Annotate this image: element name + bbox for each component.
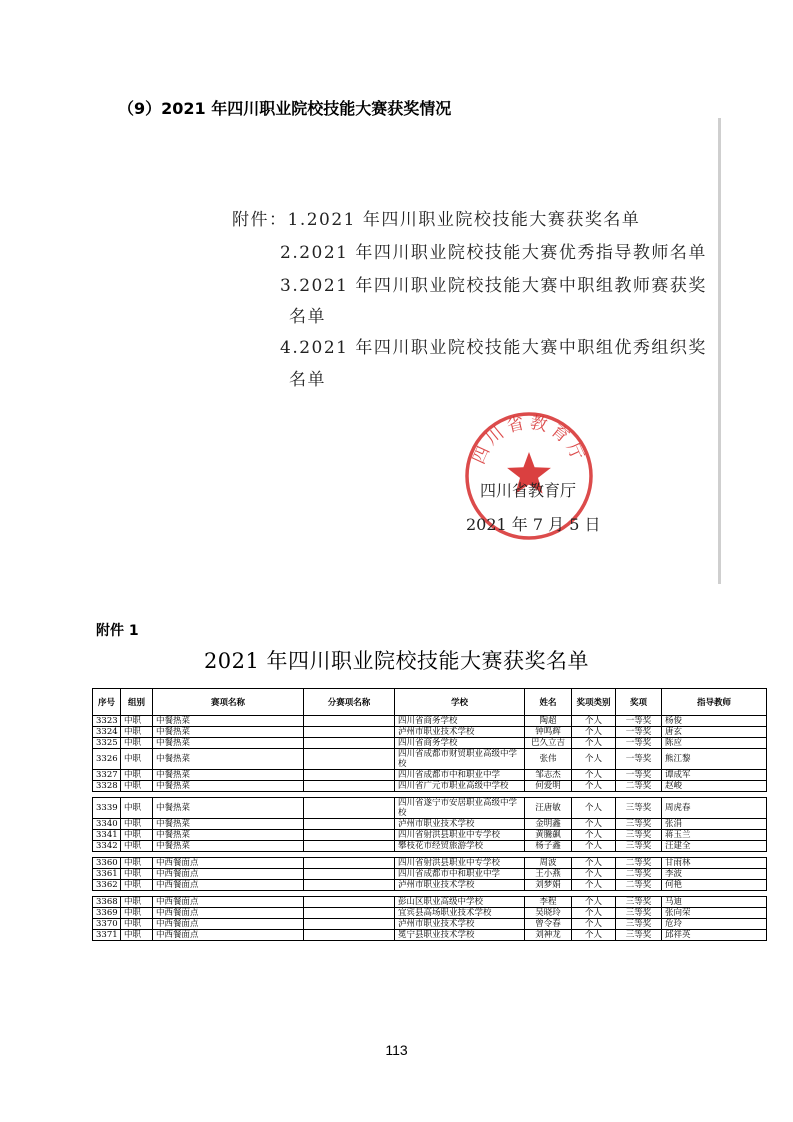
- table-cell: 中职: [121, 930, 153, 941]
- attachment-line-3: 3.2021 年四川职业院校技能大赛中职组教师赛获奖: [280, 276, 707, 296]
- table-cell: 泸州市职业技术学校: [395, 919, 525, 930]
- table-cell: 三等奖: [616, 830, 662, 841]
- table-cell: 刘神龙: [525, 930, 572, 941]
- attachment-label: 附件 1: [96, 623, 139, 639]
- table-cell: 中职: [121, 858, 153, 869]
- table-cell: 彭山区职业高级中学校: [395, 897, 525, 908]
- table-cell: 张伟: [525, 749, 572, 770]
- table-row: [93, 897, 767, 908]
- table-cell: 3342: [93, 841, 121, 852]
- table-cell: 3323: [93, 716, 121, 727]
- table-cell: 中职: [121, 919, 153, 930]
- header-award-type: 奖项类别: [572, 689, 616, 716]
- table-cell: 吴晓玲: [525, 908, 572, 919]
- table-cell: 中餐热菜: [153, 738, 304, 749]
- table-cell: 3339: [93, 798, 121, 819]
- table-cell: 中职: [121, 869, 153, 880]
- table-cell: [304, 770, 395, 781]
- table-cell: 一等奖: [616, 738, 662, 749]
- table-cell: 3361: [93, 869, 121, 880]
- table-row: [93, 880, 767, 891]
- table-cell: 个人: [572, 919, 616, 930]
- table-cell: 三等奖: [616, 819, 662, 830]
- table-cell: 个人: [572, 908, 616, 919]
- table-row: [93, 770, 767, 781]
- table-cell: 中西餐面点: [153, 869, 304, 880]
- table-cell: 3341: [93, 830, 121, 841]
- table-cell: 汪唐敏: [525, 798, 572, 819]
- table-cell: 个人: [572, 738, 616, 749]
- awards-table: [92, 688, 767, 941]
- table-row: [93, 830, 767, 841]
- table-cell: 中职: [121, 770, 153, 781]
- table-cell: 中西餐面点: [153, 897, 304, 908]
- table-cell: 中餐热菜: [153, 841, 304, 852]
- header-award: 奖项: [616, 689, 662, 716]
- table-cell: 中西餐面点: [153, 880, 304, 891]
- table-cell: 泸州市职业技术学校: [395, 819, 525, 830]
- table-cell: 中职: [121, 830, 153, 841]
- table-cell: [304, 897, 395, 908]
- table-cell: 中职: [121, 897, 153, 908]
- table-row: [93, 798, 767, 819]
- table-cell: 个人: [572, 930, 616, 941]
- table-cell: 中职: [121, 908, 153, 919]
- table-cell: 3328: [93, 781, 121, 792]
- table-row: [93, 919, 767, 930]
- table-cell: 一等奖: [616, 727, 662, 738]
- table-cell: 甘雨林: [662, 858, 767, 869]
- table-cell: 个人: [572, 749, 616, 770]
- table-cell: 个人: [572, 727, 616, 738]
- table-cell: [304, 841, 395, 852]
- table-cell: 中职: [121, 738, 153, 749]
- list-title: 2021 年四川职业院校技能大赛获奖名单: [203, 649, 590, 673]
- header-group: 组别: [121, 689, 153, 716]
- table-cell: [304, 869, 395, 880]
- table-cell: 中餐热菜: [153, 798, 304, 819]
- table-cell: 张向荣: [662, 908, 767, 919]
- table-header-row: [93, 689, 767, 716]
- page-number: 113: [385, 1042, 408, 1058]
- table-cell: 中餐热菜: [153, 770, 304, 781]
- table-cell: 中职: [121, 781, 153, 792]
- table-cell: 周虎春: [662, 798, 767, 819]
- table-cell: 刘梦娟: [525, 880, 572, 891]
- table-row: [93, 749, 767, 770]
- header-event: 赛项名称: [153, 689, 304, 716]
- table-cell: [304, 919, 395, 930]
- table-cell: 3362: [93, 880, 121, 891]
- table-cell: 二等奖: [616, 880, 662, 891]
- table-cell: 中餐热菜: [153, 727, 304, 738]
- table-cell: 一等奖: [616, 770, 662, 781]
- table-cell: 二等奖: [616, 858, 662, 869]
- table-cell: 赵峻: [662, 781, 767, 792]
- table-row: [93, 908, 767, 919]
- table-cell: 四川省射洪县职业中专学校: [395, 830, 525, 841]
- table-cell: 中餐热菜: [153, 830, 304, 841]
- attachment-line-1: 附件：1.2021 年四川职业院校技能大赛获奖名单: [232, 210, 641, 230]
- table-cell: 邱祥英: [662, 930, 767, 941]
- table-cell: 四川省射洪县职业中专学校: [395, 858, 525, 869]
- header-teacher: 指导教师: [662, 689, 767, 716]
- header-school: 学校: [395, 689, 525, 716]
- table-cell: 中职: [121, 727, 153, 738]
- table-cell: 中职: [121, 749, 153, 770]
- table-cell: 泸州市职业技术学校: [395, 880, 525, 891]
- table-cell: 三等奖: [616, 930, 662, 941]
- table-cell: 四川省遂宁市安居职业高级中学校: [395, 798, 525, 819]
- header-name: 姓名: [525, 689, 572, 716]
- table-cell: 四川省成都市中和职业中学: [395, 770, 525, 781]
- table-cell: 三等奖: [616, 919, 662, 930]
- table-cell: 中餐热菜: [153, 819, 304, 830]
- table-cell: 中职: [121, 880, 153, 891]
- table-cell: 3368: [93, 897, 121, 908]
- table-cell: 四川省广元市职业高级中学校: [395, 781, 525, 792]
- table-cell: 金明鑫: [525, 819, 572, 830]
- table-cell: 中职: [121, 819, 153, 830]
- table-cell: 李波: [662, 869, 767, 880]
- table-cell: 3324: [93, 727, 121, 738]
- table-cell: 中餐热菜: [153, 781, 304, 792]
- table-cell: 3325: [93, 738, 121, 749]
- table-row: [93, 781, 767, 792]
- table-cell: 黄騰飙: [525, 830, 572, 841]
- table-cell: 曾令春: [525, 919, 572, 930]
- table-cell: 个人: [572, 841, 616, 852]
- table-cell: 三等奖: [616, 908, 662, 919]
- table-cell: 周波: [525, 858, 572, 869]
- table-cell: 个人: [572, 880, 616, 891]
- issuer-name: 四川省教育厅: [480, 481, 577, 500]
- table-cell: 张涓: [662, 819, 767, 830]
- awards-table-body: [93, 716, 767, 941]
- table-cell: [304, 727, 395, 738]
- table-cell: 巴久立吉: [525, 738, 572, 749]
- table-cell: 陈应: [662, 738, 767, 749]
- table-cell: [304, 798, 395, 819]
- table-cell: 二等奖: [616, 869, 662, 880]
- letter-frame-edge: [718, 118, 721, 584]
- table-cell: 中职: [121, 716, 153, 727]
- table-cell: 何艳: [662, 880, 767, 891]
- header-seq: 序号: [93, 689, 121, 716]
- table-cell: 中职: [121, 798, 153, 819]
- table-cell: 三等奖: [616, 897, 662, 908]
- table-cell: 个人: [572, 798, 616, 819]
- table-cell: 四川省成都市中和职业中学: [395, 869, 525, 880]
- table-cell: 杨俊: [662, 716, 767, 727]
- attachment-line-4: 4.2021 年四川职业院校技能大赛中职组优秀组织奖: [280, 338, 707, 358]
- table-row: [93, 716, 767, 727]
- table-cell: 谭成军: [662, 770, 767, 781]
- table-cell: 王小燕: [525, 869, 572, 880]
- table-cell: 邹志杰: [525, 770, 572, 781]
- table-cell: 蒋玉兰: [662, 830, 767, 841]
- header-sub-event: 分赛项名称: [304, 689, 395, 716]
- table-cell: 3326: [93, 749, 121, 770]
- table-cell: [304, 738, 395, 749]
- table-cell: 中餐热菜: [153, 716, 304, 727]
- table-cell: 个人: [572, 770, 616, 781]
- table-cell: 3340: [93, 819, 121, 830]
- table-cell: 中西餐面点: [153, 919, 304, 930]
- table-cell: [304, 749, 395, 770]
- table-cell: [304, 830, 395, 841]
- table-cell: 3371: [93, 930, 121, 941]
- attachment-line-3-cont: 名单: [289, 307, 326, 327]
- table-cell: 攀枝花市经贸旅游学校: [395, 841, 525, 852]
- table-row: [93, 738, 767, 749]
- table-cell: 四川省商务学校: [395, 738, 525, 749]
- table-cell: 杨子鑫: [525, 841, 572, 852]
- table-cell: 3360: [93, 858, 121, 869]
- table-row: [93, 819, 767, 830]
- table-cell: 中西餐面点: [153, 908, 304, 919]
- table-cell: [304, 930, 395, 941]
- table-cell: 危玲: [662, 919, 767, 930]
- attachment-line-2: 2.2021 年四川职业院校技能大赛优秀指导教师名单: [280, 243, 707, 263]
- table-cell: 马迪: [662, 897, 767, 908]
- table-cell: 个人: [572, 716, 616, 727]
- table-cell: 3370: [93, 919, 121, 930]
- table-row: [93, 841, 767, 852]
- table-cell: 陶超: [525, 716, 572, 727]
- table-cell: 中职: [121, 841, 153, 852]
- table-row: [93, 727, 767, 738]
- table-cell: 中西餐面点: [153, 858, 304, 869]
- table-cell: 3369: [93, 908, 121, 919]
- seal-ring-text: 四川省教育厅: [469, 412, 589, 468]
- table-row: [93, 858, 767, 869]
- table-cell: 四川省商务学校: [395, 716, 525, 727]
- table-cell: 一等奖: [616, 716, 662, 727]
- table-cell: 熊江黎: [662, 749, 767, 770]
- table-cell: 个人: [572, 897, 616, 908]
- table-cell: 四川省成都市财贸职业高级中学校: [395, 749, 525, 770]
- table-cell: 三等奖: [616, 841, 662, 852]
- table-row: [93, 869, 767, 880]
- table-cell: 个人: [572, 830, 616, 841]
- table-cell: 中餐热菜: [153, 749, 304, 770]
- table-cell: 李程: [525, 897, 572, 908]
- attachment-line-4-cont: 名单: [289, 370, 326, 390]
- table-cell: [304, 908, 395, 919]
- table-cell: 个人: [572, 858, 616, 869]
- table-cell: 唐玄: [662, 727, 767, 738]
- table-cell: 宜宾县高场职业技术学校: [395, 908, 525, 919]
- table-cell: 三等奖: [616, 798, 662, 819]
- table-cell: [304, 781, 395, 792]
- table-cell: 冕宁县职业技术学校: [395, 930, 525, 941]
- table-row: [93, 930, 767, 941]
- table-cell: 个人: [572, 819, 616, 830]
- table-cell: [304, 880, 395, 891]
- table-cell: 3327: [93, 770, 121, 781]
- table-cell: 汪建全: [662, 841, 767, 852]
- table-cell: [304, 716, 395, 727]
- table-cell: 个人: [572, 781, 616, 792]
- table-cell: 钟鸣辉: [525, 727, 572, 738]
- table-cell: 二等奖: [616, 781, 662, 792]
- table-cell: [304, 819, 395, 830]
- table-cell: 泸州市职业技术学校: [395, 727, 525, 738]
- issue-date: 2021 年 7 月 5 日: [466, 515, 601, 534]
- section-heading: （9）2021 年四川职业院校技能大赛获奖情况: [118, 99, 452, 118]
- table-cell: 一等奖: [616, 749, 662, 770]
- table-cell: [304, 858, 395, 869]
- table-cell: 个人: [572, 869, 616, 880]
- table-cell: 中西餐面点: [153, 930, 304, 941]
- table-cell: 何爱明: [525, 781, 572, 792]
